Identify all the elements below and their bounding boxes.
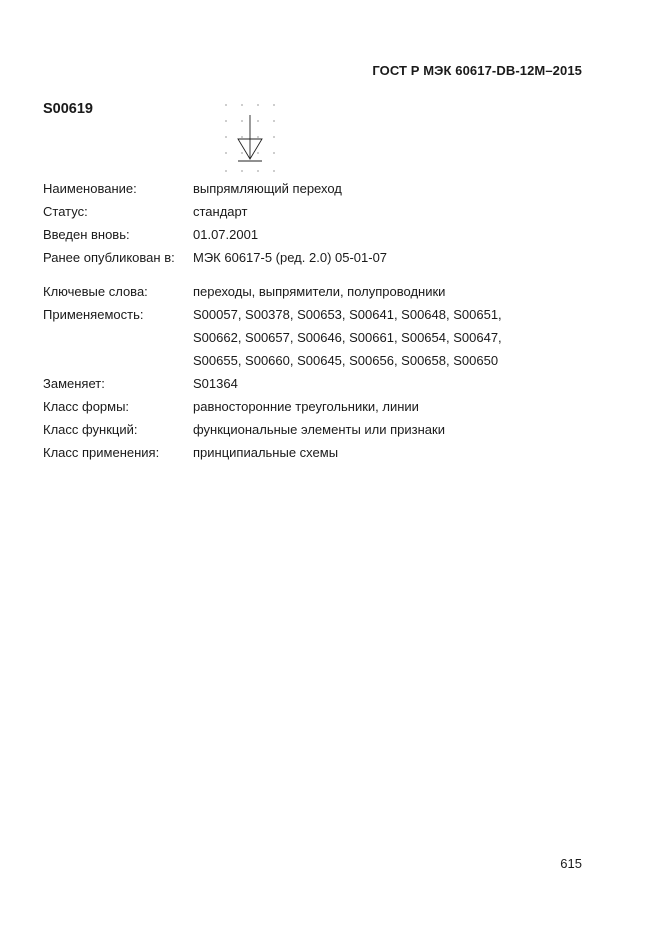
field-label: Класс функций: [43, 422, 138, 437]
field-value: переходы, выпрямители, полупроводники [193, 284, 446, 299]
field-value-line: S00655, S00660, S00645, S00656, S00658, S00650 [193, 353, 499, 368]
field-value: МЭК 60617-5 (ред. 2.0) 05-01-07 [193, 250, 388, 265]
field-value: принципиальные схемы [193, 445, 339, 460]
field-label: Класс формы: [43, 399, 130, 414]
page-number: 615 [560, 856, 582, 871]
field-value: функциональные элементы или признаки [193, 422, 445, 437]
field-value-line: S00057, S00378, S00653, S00641, S00648, S00651, [193, 307, 502, 322]
field-label: Наименование: [43, 181, 137, 196]
field-value: стандарт [193, 204, 248, 219]
field-label: Введен вновь: [43, 227, 130, 242]
symbol-code: S00619 [43, 101, 93, 117]
field-label: Статус: [43, 204, 88, 219]
document-header: ГОСТ Р МЭК 60617-DB-12M–2015 [372, 63, 582, 78]
field-value: равносторонние треугольники, линии [193, 399, 419, 414]
field-label: Применяемость: [43, 307, 144, 322]
field-value: выпрямляющий переход [193, 181, 342, 196]
rectifying-junction-icon [218, 97, 282, 179]
field-value: S01364 [193, 376, 238, 391]
field-label: Ранее опубликован в: [43, 250, 175, 265]
field-label: Заменяет: [43, 376, 105, 391]
field-value-line: S00662, S00657, S00646, S00661, S00654, S00647, [193, 330, 502, 345]
field-value: 01.07.2001 [193, 227, 259, 242]
field-label: Ключевые слова: [43, 284, 148, 299]
field-label: Класс применения: [43, 445, 160, 460]
